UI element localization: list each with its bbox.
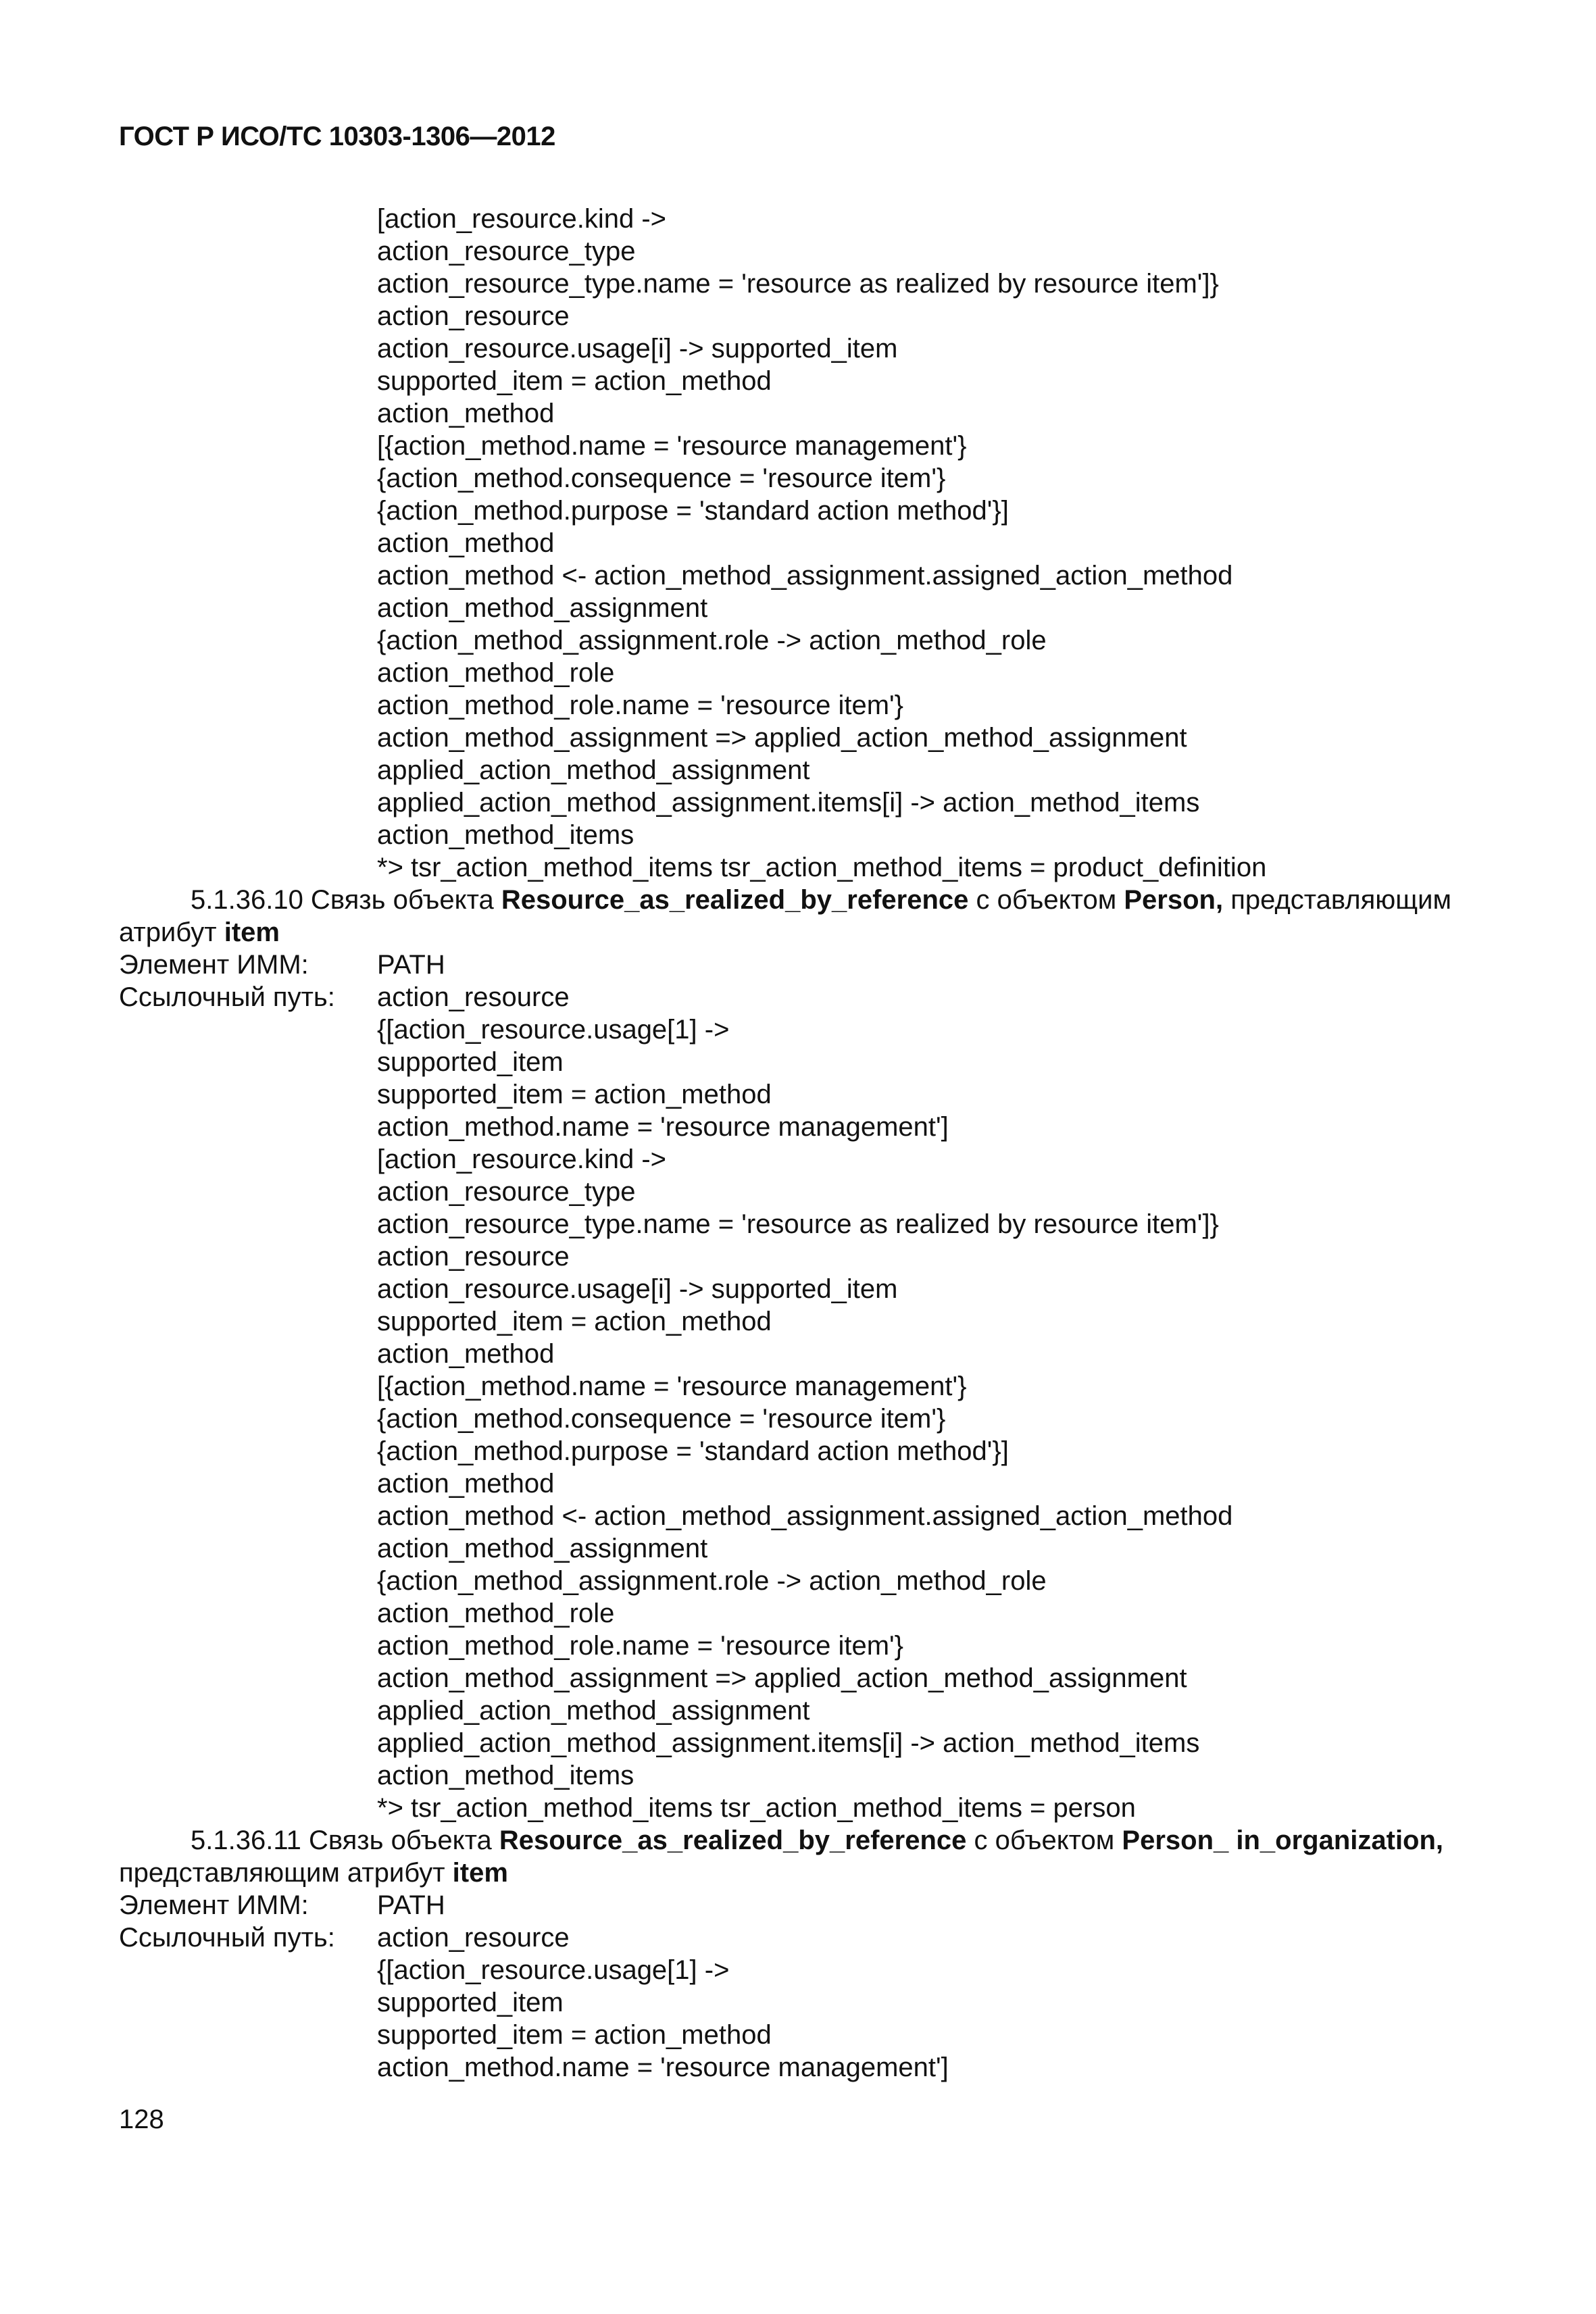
path-line: action_method <- action_method_assignment.assigned_action_method <box>377 1501 1233 1531</box>
element-row <box>119 1889 1491 1921</box>
path-line: action_resource <box>377 1923 570 1953</box>
path-line: action_method_assignment => applied_action_method_assignment <box>377 723 1187 753</box>
path-line: supported_item = action_method <box>377 2020 772 2050</box>
path-line: supported_item <box>377 1047 564 1077</box>
path-line: *> tsr_action_method_items tsr_action_method_items = person <box>377 1793 1136 1823</box>
path-line: action_resource.usage[i] -> supported_item <box>377 1274 898 1304</box>
path-line: {action_method.consequence = 'resource item'} <box>377 463 946 493</box>
section-heading-11-continuation <box>119 1857 1491 1889</box>
section-heading-11 <box>119 1824 1491 1857</box>
path-line: action_method_assignment <box>377 593 708 623</box>
path-line: {action_method.purpose = 'standard action method'}] <box>377 496 1009 526</box>
path-line: supported_item = action_method <box>377 1307 772 1336</box>
entity-name: Resource_as_realized_by_reference <box>499 1826 967 1855</box>
reference-path-block <box>119 1954 1491 2084</box>
path-line: action_method_items <box>377 820 634 850</box>
target-entity: Person_ in_organization, <box>1122 1826 1444 1855</box>
relation-text: с объектом <box>966 1826 1122 1855</box>
reference-path-label: Ссылочный путь: <box>119 1923 335 1953</box>
section-heading-10 <box>119 884 1491 916</box>
target-entity: Person, <box>1124 885 1224 915</box>
attribute-prefix: атрибут <box>119 917 224 947</box>
attribute-prefix: представляющим атрибут <box>119 1858 453 1888</box>
path-line: applied_action_method_assignment <box>377 755 810 785</box>
section-number-text: 5.1.36.10 Связь объекта <box>191 885 501 915</box>
entity-name: Resource_as_realized_by_reference <box>501 885 969 915</box>
code-block-continuation <box>119 203 1491 884</box>
path-line: action_resource <box>377 301 570 331</box>
path-line: {[action_resource.usage[1] -> <box>377 1955 730 1985</box>
path-line: action_method_assignment => applied_action_method_assignment <box>377 1663 1187 1693</box>
reference-path-row <box>119 1921 1491 1954</box>
element-label: Элемент ИММ: <box>119 950 309 980</box>
path-line: {action_method.purpose = 'standard action method'}] <box>377 1436 1009 1466</box>
section-heading-10-continuation <box>119 916 1491 949</box>
path-line: action_resource_type <box>377 1177 636 1207</box>
path-line: {action_method_assignment.role -> action_method_role <box>377 626 1047 655</box>
element-value: PATH <box>377 950 445 980</box>
path-line: action_method <box>377 1339 555 1369</box>
path-line: action_method_role.name = 'resource item'} <box>377 1631 904 1661</box>
element-label: Элемент ИММ: <box>119 1890 309 1920</box>
section-number-text: 5.1.36.11 Связь объекта <box>191 1826 499 1855</box>
element-value: PATH <box>377 1890 445 1920</box>
path-line: action_method <box>377 399 555 428</box>
path-line: supported_item = action_method <box>377 1080 772 1109</box>
path-line: action_resource <box>377 982 570 1012</box>
relation-suffix: представляющим <box>1223 885 1452 915</box>
path-line: action_method_role <box>377 1599 615 1628</box>
path-line: action_resource.usage[i] -> supported_item <box>377 334 898 363</box>
path-line: action_resource_type.name = 'resource as realized by resource item']} <box>377 1209 1219 1239</box>
reference-path-row <box>119 981 1491 1013</box>
path-line: action_method <- action_method_assignment.assigned_action_method <box>377 561 1233 590</box>
element-row <box>119 949 1491 981</box>
path-line: action_method_role.name = 'resource item'} <box>377 690 904 720</box>
path-line: [action_resource.kind -> <box>377 1145 667 1174</box>
path-line: [{action_method.name = 'resource management'} <box>377 431 967 461</box>
path-line: supported_item = action_method <box>377 366 772 396</box>
path-line: action_method.name = 'resource management'] <box>377 1112 949 1142</box>
document-header: ГОСТ Р ИСО/ТС 10303-1306—2012 <box>119 122 555 151</box>
path-line: action_method <box>377 528 555 558</box>
path-line: action_resource_type.name = 'resource as realized by resource item']} <box>377 269 1219 299</box>
path-line: action_method_role <box>377 658 615 688</box>
attribute-name: item <box>452 1858 508 1888</box>
path-line: supported_item <box>377 1988 564 2017</box>
path-line: applied_action_method_assignment <box>377 1696 810 1726</box>
path-line: [action_resource.kind -> <box>377 204 667 234</box>
document-body <box>119 203 1491 2084</box>
path-line: [{action_method.name = 'resource management'} <box>377 1372 967 1401</box>
page-number: 128 <box>119 2105 164 2134</box>
reference-path-label: Ссылочный путь: <box>119 982 335 1012</box>
path-line: action_method_assignment <box>377 1534 708 1563</box>
path-line: action_method_items <box>377 1761 634 1790</box>
path-line: action_resource <box>377 1242 570 1272</box>
path-line: action_method.name = 'resource management'] <box>377 2053 949 2082</box>
path-line: applied_action_method_assignment.items[i] -> action_method_items <box>377 1728 1200 1758</box>
attribute-name: item <box>224 917 280 947</box>
path-line: applied_action_method_assignment.items[i] -> action_method_items <box>377 788 1200 818</box>
path-line: action_resource_type <box>377 236 636 266</box>
path-line: {action_method.consequence = 'resource item'} <box>377 1404 946 1434</box>
reference-path-block <box>119 1013 1491 1824</box>
path-line: {[action_resource.usage[1] -> <box>377 1015 730 1045</box>
path-line: {action_method_assignment.role -> action_method_role <box>377 1566 1047 1596</box>
path-line: *> tsr_action_method_items tsr_action_method_items = product_definition <box>377 853 1267 882</box>
path-line: action_method <box>377 1469 555 1499</box>
relation-text: с объектом <box>968 885 1124 915</box>
